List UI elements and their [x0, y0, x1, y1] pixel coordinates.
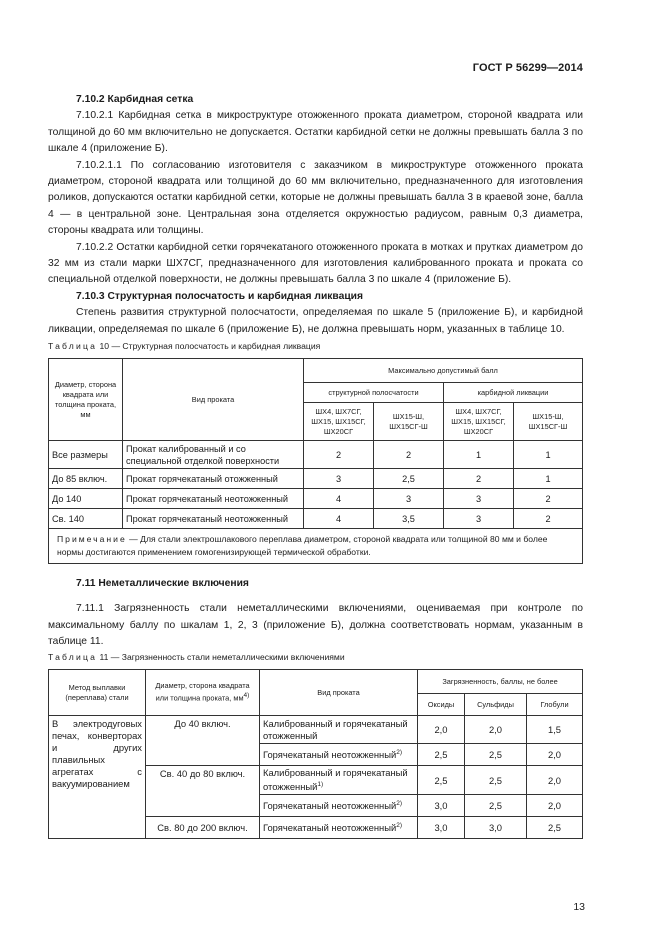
t11-cell-type [260, 795, 418, 817]
t11-cell-value: 2,0 [527, 744, 583, 766]
t10-header-grade-1: ШХ4, ШХ7СГ, ШХ15, ШХ15СГ, ШХ20СГ [304, 403, 374, 441]
t10-cell-value: 2 [514, 489, 583, 509]
t11-cell-value: 2,5 [465, 766, 527, 795]
t11-header-globules: Глобули [527, 694, 583, 716]
t11-type-footnote: 2) [396, 822, 402, 830]
t11-type-footnote: 2) [396, 748, 402, 756]
paragraph-7-11-1: 7.11.1 Загрязненность стали неметаллическими включениями, оцениваемая при контроле по максимальному баллу по шкалам 1, 2, 3 (приложение Б), должна соответствовать нормам, указанным в таблице 11. [48, 603, 583, 648]
t10-cell-size: До 140 [49, 489, 123, 509]
t11-cell-type [260, 766, 418, 795]
t10-note [49, 529, 583, 564]
section-7-10 [48, 92, 583, 338]
table-row [49, 509, 583, 529]
table-row [49, 441, 583, 469]
t10-header-grade-2: ШХ15-Ш, ШХ15СГ-Ш [374, 403, 444, 441]
t11-header-oxides: Оксиды [418, 694, 465, 716]
t11-type-text: Горячекатаный неотожженный [263, 800, 397, 812]
t11-cell-value: 3,0 [465, 817, 527, 839]
t10-cell-value: 3,5 [374, 509, 444, 529]
t10-cell-value: 4 [304, 509, 374, 529]
t11-cell-value: 1,5 [527, 716, 583, 744]
t11-type-text: Горячекатаный неотожженный [263, 749, 397, 761]
heading-7-10-2: 7.10.2 Карбидная сетка [76, 94, 194, 105]
document-header: ГОСТ Р 56299—2014 [472, 62, 583, 74]
heading-7-11: 7.11 Неметаллические включения [76, 578, 249, 589]
caption-word: Таблица [48, 652, 98, 662]
t11-cell-size: Св. 40 до 80 включ. [146, 766, 260, 817]
section-7-11 [48, 576, 583, 651]
t11-cell-method: В электродуговых печах, конверторах и других плавильных агрегатах с вакуумированием [49, 716, 146, 839]
paragraph-7-10-2-2: 7.10.2.2 Остатки карбидной сетки горячекатаного отожженного проката в мотках и прутках диаметром до 32 мм из стали марки ШХ7СГ, предназначенного для изготовления калиброванного проката и проката со специальной отделкой поверхности, не должны превышать балла 3 по шкале 4 (приложение Б). [48, 241, 583, 286]
t11-cell-size: До 40 включ. [146, 716, 260, 766]
t10-cell-value: 3 [444, 489, 514, 509]
table-10 [48, 358, 583, 564]
t11-header-size [146, 670, 260, 716]
t11-cell-value: 2,0 [418, 716, 465, 744]
t10-cell-value: 1 [444, 441, 514, 469]
t10-cell-value: 2 [304, 441, 374, 469]
t10-header-carb: карбидной ликвации [444, 383, 583, 403]
note-text: — Для стали электрошлакового переплава диаметром, стороной квадрата или толщиной 80 мм и более нормы достигаются применением гомогенизирующей термической обработки. [57, 534, 548, 557]
t10-header-grade-3: ШХ4, ШХ7СГ, ШХ15, ШХ15СГ, ШХ20СГ [444, 403, 514, 441]
t10-header-size: Диаметр, сторона квадрата или толщина проката, мм [49, 359, 123, 441]
paragraph-7-10-2-1: 7.10.2.1 Карбидная сетка в микроструктуре отожженного проката диаметром, стороной квадрата или толщиной до 60 мм включительно не допускается. Остатки карбидной сетки не должны превышать балла 3 по шкале 4 (приложение Б). [48, 110, 583, 155]
t10-header-grade-4: ШХ15-Ш, ШХ15СГ-Ш [514, 403, 583, 441]
t11-type-footnote: 1) [317, 781, 324, 788]
t11-cell-value: 2,5 [418, 766, 465, 795]
t10-cell-value: 4 [304, 489, 374, 509]
t11-cell-value: 2,5 [465, 744, 527, 766]
t11-header-type: Вид проката [260, 670, 418, 716]
t10-cell-value: 3 [304, 469, 374, 489]
t11-header-size-footnote: 4) [243, 692, 250, 700]
table-11 [48, 669, 583, 839]
t10-header-max: Максимально допустимый балл [304, 359, 583, 383]
t10-header-struct: структурной полосчатости [304, 383, 444, 403]
t11-header-method: Метод выплавки (переплава) стали [49, 670, 146, 716]
caption-text: 11 — Загрязненность стали неметаллическими включениями [97, 652, 345, 662]
t11-cell-value: 2,5 [527, 817, 583, 839]
t11-cell-type [260, 744, 418, 766]
t10-cell-type: Прокат горячекатаный неотожженный [123, 489, 304, 509]
t11-cell-value: 2,0 [527, 795, 583, 817]
table10-caption [48, 341, 320, 351]
heading-7-10-3: 7.10.3 Структурная полосчатость и карбидная ликвация [76, 290, 364, 302]
note-word: Примечание [57, 534, 127, 544]
t10-cell-value: 2 [444, 469, 514, 489]
table-row [49, 716, 583, 744]
t10-cell-type: Прокат горячекатаный неотожженный [123, 509, 304, 529]
t11-cell-value: 2,0 [527, 766, 583, 795]
t10-cell-value: 3 [444, 509, 514, 529]
t11-type-text: Калиброванный и горячекатаный отожженный [263, 767, 408, 793]
t11-header-contam: Загрязненность, баллы, не более [418, 670, 583, 694]
caption-text: 10 — Структурная полосчатость и карбидная ликвация [97, 341, 321, 351]
t11-cell-type [260, 817, 418, 839]
t10-header-type: Вид проката [123, 359, 304, 441]
table11-caption [48, 652, 345, 662]
t10-cell-value: 3 [374, 489, 444, 509]
t11-cell-value: 2,0 [465, 716, 527, 744]
t10-cell-type: Прокат горячекатаный отожженный [123, 469, 304, 489]
t11-cell-size: Св. 80 до 200 включ. [146, 817, 260, 839]
t10-cell-size: До 85 включ. [49, 469, 123, 489]
t11-cell-value: 3,0 [418, 817, 465, 839]
t10-cell-value: 1 [514, 469, 583, 489]
t11-cell-value: 2,5 [465, 795, 527, 817]
page-number: 13 [573, 901, 585, 913]
t10-cell-value: 2 [514, 509, 583, 529]
t11-type-footnote: 2) [396, 800, 402, 808]
paragraph-7-10-2-1-1: 7.10.2.1.1 По согласованию изготовителя с заказчиком в микроструктуре отожженного проката диаметром, стороной квадрата или толщиной до 60 мм включительно, предназначенного для изготовления роликов, допускаются остатки карбидной сетки, которые не должны превышать балла 3 в краевой зоне, балла 4 — в центральной зоне. Центральная зона отделяется окружностью радиусом, равным 0,3 диаметра, стороны квадрата или толщины. [48, 159, 583, 237]
t10-cell-size: Св. 140 [49, 509, 123, 529]
t11-cell-value: 2,5 [418, 744, 465, 766]
t11-type-text: Горячекатаный неотожженный [263, 822, 397, 834]
t10-cell-value: 1 [514, 441, 583, 469]
caption-word: Таблица [48, 341, 98, 351]
t10-cell-value: 2,5 [374, 469, 444, 489]
table-row [49, 469, 583, 489]
t10-cell-type: Прокат калиброванный и со специальной отделкой поверхности [123, 441, 304, 469]
t11-header-size-text: Диаметр, сторона квадрата или толщина проката, мм [155, 681, 250, 703]
paragraph-7-10-3: Степень развития структурной полосчатости, определяемая по шкале 5 (приложение Б), и карбидной ликвации, определяемая по шкале 6 (приложение Б), не должна превышать норм, указанных в таблице 10. [48, 307, 583, 335]
t11-cell-type: Калиброванный и горячекатаный отожженный [260, 716, 418, 744]
t10-cell-value: 2 [374, 441, 444, 469]
t11-cell-value: 3,0 [418, 795, 465, 817]
t11-header-sulfides: Сульфиды [465, 694, 527, 716]
t10-cell-size: Все размеры [49, 441, 123, 469]
table-row [49, 489, 583, 509]
